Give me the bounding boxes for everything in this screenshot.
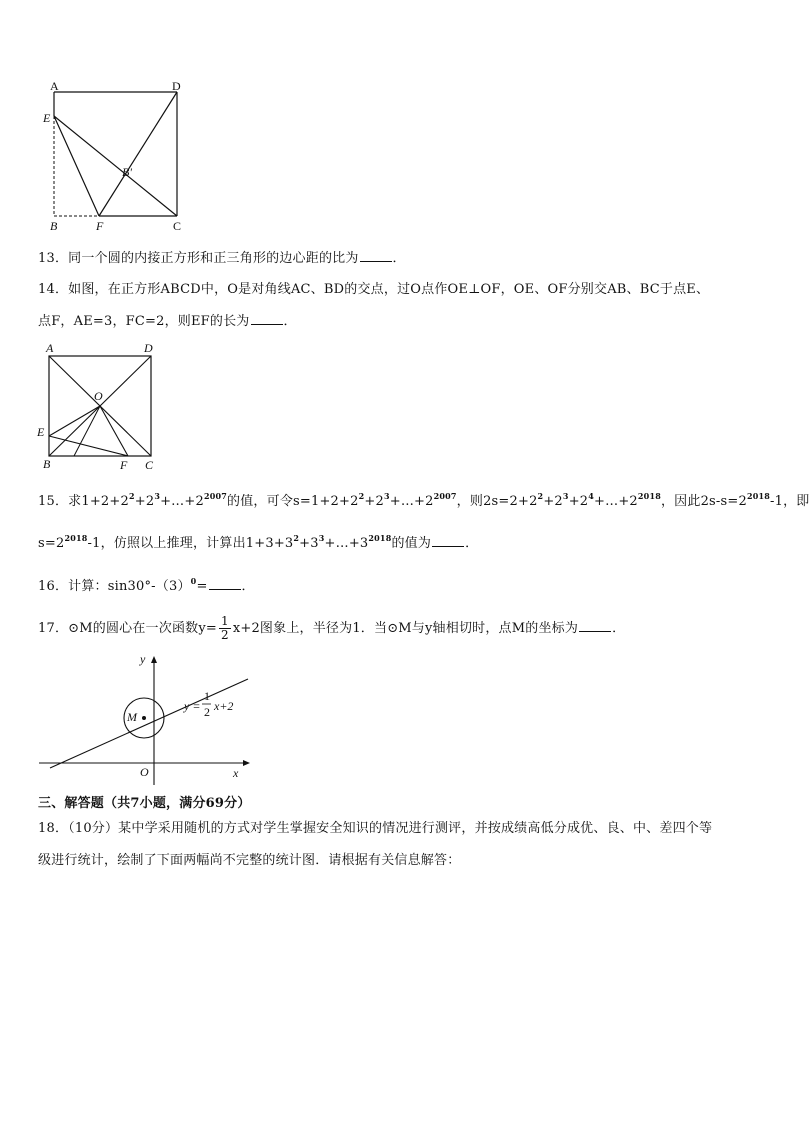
q15-exp: 3 (154, 491, 161, 501)
label-e: E (43, 111, 51, 125)
q15-exp: 2 (128, 491, 135, 501)
label-a: A (46, 341, 54, 355)
label-c: C (173, 219, 182, 233)
question-16 (38, 577, 768, 596)
fraction-one-half (219, 615, 231, 642)
q15-seg: 的值为 (391, 536, 432, 551)
question-18-line-2 (38, 852, 768, 870)
q14-text-1: 14．如图，在正方形ABCD中，O是对角线AC、BD的交点，过O点作OE⊥OF，OE、OF分别交AB、BC于点E、 (38, 282, 710, 297)
line-equation-right: x+2 (214, 699, 234, 713)
q15-seg: +2 (543, 494, 563, 509)
label-d: D (144, 341, 153, 355)
label-c: C (145, 458, 154, 472)
x-axis-label: x (233, 766, 239, 780)
figure-q17-svg (36, 650, 256, 785)
q15-exp: 2018 (64, 533, 88, 543)
q15-seg: ，则2s=2+2 (456, 494, 538, 509)
q13-text: 13．同一个圆的内接正方形和正三角形的边心距的比为 (38, 251, 359, 266)
q15-seg: +…+3 (324, 536, 369, 551)
q15-seg: +2 (364, 494, 384, 509)
figure-q14 (34, 340, 164, 475)
answer-blank (360, 249, 392, 262)
q15-exp: 2007 (433, 491, 457, 501)
line-equation-left: y = (184, 699, 201, 713)
q15-seg: -1，即 (770, 494, 810, 509)
q17-end: ． (612, 621, 626, 636)
eq-denominator: 2 (204, 705, 210, 719)
q15-exp: 2 (537, 491, 544, 501)
q13-end: ． (392, 251, 406, 266)
q15-seg: s=2 (38, 536, 65, 551)
question-17 (38, 614, 768, 644)
figure-q12 (40, 78, 200, 238)
figure-q17 (36, 650, 256, 785)
question-18-line-1 (38, 820, 768, 838)
q16-eq: = (196, 579, 208, 594)
fraction-numerator: 1 (220, 614, 229, 628)
eq-numerator: 1 (204, 689, 210, 703)
q14-end: ． (283, 314, 297, 329)
q17-text-1: 17．⊙M的圆心在一次函数y= (38, 621, 217, 636)
label-b: B (43, 457, 51, 471)
q15-exp: 3 (318, 533, 325, 543)
q18-text-1: 18．（10分）某中学采用随机的方式对学生掌握安全知识的情况进行测评，并按成绩高低分成优、良、中、差四个等 (38, 821, 713, 836)
q15-exp: 4 (588, 491, 595, 501)
question-13 (38, 249, 768, 268)
q15-exp: 3 (383, 491, 390, 501)
label-e: E (37, 425, 45, 439)
q15-exp: 2018 (746, 491, 771, 501)
q15-seg: +2 (134, 494, 155, 509)
q16-exp: 0 (190, 576, 197, 586)
origin-label: O (140, 765, 149, 779)
section-3-text: 三、解答题（共7小题，满分69分） (38, 796, 251, 811)
q15-seg: 15．求1+2+2 (38, 494, 129, 509)
question-14-line-2 (38, 312, 768, 331)
figure-q12-svg (40, 78, 200, 238)
q15-seg: +…+2 (389, 494, 434, 509)
q15-exp: 2018 (637, 491, 661, 501)
q15-exp: 2007 (203, 491, 228, 501)
center-m-label: M (127, 710, 137, 724)
figure-q14-svg (34, 340, 164, 475)
q15-end: ． (465, 536, 479, 551)
q16-end: ． (241, 579, 255, 594)
fraction-denominator: 2 (220, 628, 229, 642)
q15-seg: +3 (299, 536, 319, 551)
label-f: F (96, 219, 104, 233)
q15-seg: -1，仿照以上推理，计算出1+3+3 (87, 536, 294, 551)
q15-seg: +2 (568, 494, 589, 509)
answer-blank (432, 534, 464, 547)
section-3-title (38, 795, 768, 813)
q15-exp: 2 (293, 533, 300, 543)
q15-exp: 2 (358, 491, 365, 501)
label-o: O (94, 389, 103, 403)
q18-text-2: 级进行统计，绘制了下面两幅尚不完整的统计图．请根据有关信息解答： (38, 853, 461, 868)
q14-text-2: 点F，AE=3，FC=2，则EF的长为 (38, 314, 250, 329)
label-b: B (50, 219, 58, 233)
q15-seg: 的值，可令s=1+2+2 (227, 494, 359, 509)
label-d: D (172, 79, 181, 93)
q16-text: 16．计算：sin30°-（3） (38, 579, 191, 594)
question-14-line-1 (38, 281, 768, 299)
q17-text-2: x+2图象上，半径为1．当⊙M与y轴相切时，点M的坐标为 (232, 621, 579, 636)
q15-seg: +…+2 (160, 494, 204, 509)
answer-blank (579, 619, 611, 632)
q15-seg: +…+2 (594, 494, 638, 509)
q15-exp: 3 (562, 491, 569, 501)
answer-blank (251, 312, 283, 325)
question-15-line-2 (38, 534, 768, 553)
q15-seg: ，因此2s-s=2 (660, 494, 747, 509)
answer-blank (209, 577, 241, 590)
label-b-prime: B' (122, 165, 132, 179)
question-15-line-1 (38, 491, 810, 511)
label-a: A (50, 79, 59, 93)
y-axis-label: y (140, 652, 146, 666)
q15-exp: 2018 (368, 533, 392, 543)
label-f: F (120, 458, 128, 472)
